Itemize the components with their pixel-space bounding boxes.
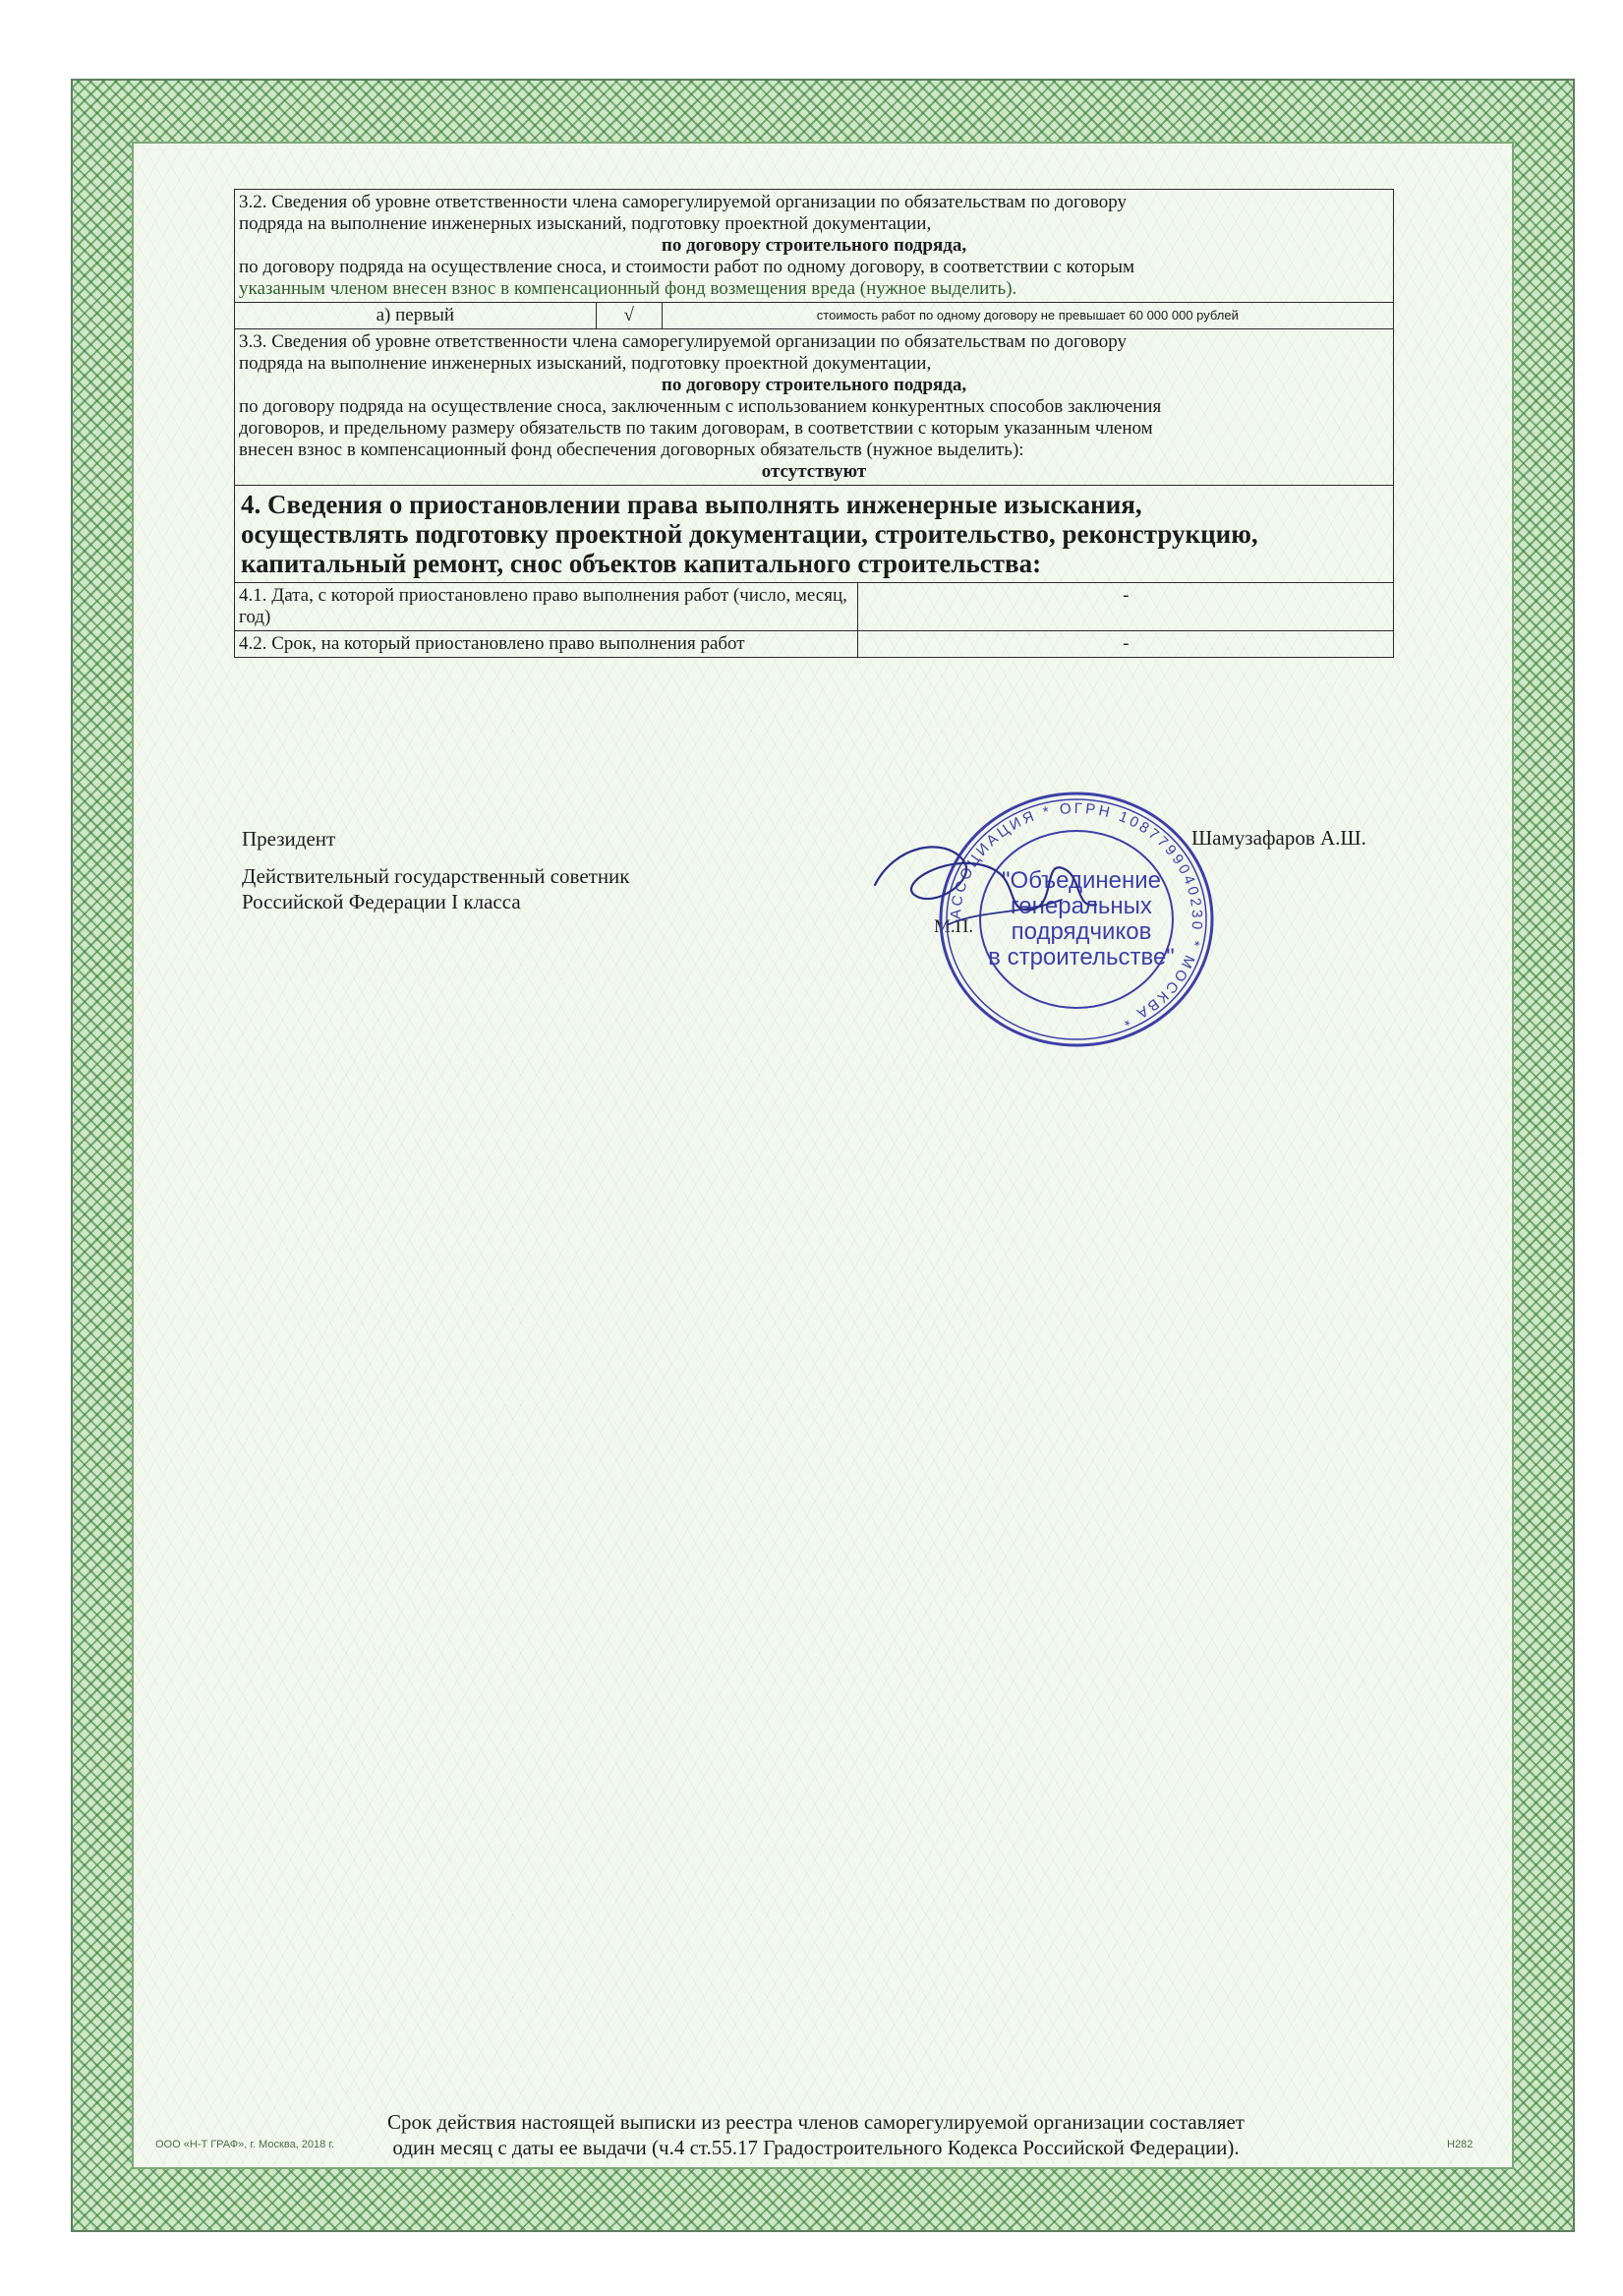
section-3-2-line4: по договору подряда на осуществление сноса, и стоимости работ по одному договору, в соответствии с которым (239, 257, 1135, 277)
signatory-title: Президент (242, 827, 336, 851)
stamp-inner-line1: "Объединение (1002, 867, 1161, 894)
section-4-heading-line3: капитальный ремонт, снос объектов капитального строительства: (241, 549, 1042, 578)
section-3-2-line2: подряда на выполнение инженерных изысканий, подготовку проектной документации, (239, 213, 932, 234)
section-3-3-line3: по договору строительного подряда, (661, 375, 967, 395)
section-3-3-value: отсутствуют (761, 461, 867, 482)
level-description: стоимость работ по одному договору не превышает 60 000 000 рублей (662, 303, 1393, 329)
seal-place-label: М.П. (934, 916, 974, 937)
section-3-2-row (235, 190, 1394, 303)
section-4-2-value: - (858, 631, 1394, 658)
section-4-2-label: 4.2. Срок, на который приостановлено право выполнения работ (235, 631, 858, 658)
level-label: а) первый (235, 303, 597, 329)
section-3-3-line1: 3.3. Сведения об уровне ответственности члена саморегулируемой организации по обязательствам по договору (239, 331, 1127, 352)
signatory-name: Шамузафаров А.Ш. (1191, 826, 1366, 850)
section-4-1-value: - (858, 583, 1394, 631)
handwritten-signature (855, 816, 1111, 954)
signatory-rank-line1: Действительный государственный советник (242, 864, 630, 888)
section-3-2-cell (235, 190, 1394, 303)
section-4-2-row (235, 631, 1394, 658)
signatory-rank-line2: Российской Федерации I класса (242, 890, 521, 913)
stamp-inner-line2: генеральных (1011, 893, 1152, 919)
signatory-block (242, 826, 630, 914)
section-4-heading-line2: осуществлять подготовку проектной документации, строительство, реконструкцию, (241, 519, 1258, 549)
section-3-3-row (235, 329, 1394, 486)
section-3-3-line4: по договору подряда на осуществление сноса, заключенным с использованием конкурентных способов заключения (239, 396, 1162, 417)
section-3-3-cell (235, 329, 1394, 486)
printer-mark: ООО «Н-Т ГРАФ», г. Москва, 2018 г. (155, 2139, 335, 2150)
section-3-2-line1: 3.2. Сведения об уровне ответственности члена саморегулируемой организации по обязательствам по договору (239, 192, 1127, 212)
validity-footer (236, 2109, 1396, 2160)
section-3-3-line2: подряда на выполнение инженерных изысканий, подготовку проектной документации, (239, 353, 932, 374)
stamp-inner-line4: в строительстве" (988, 944, 1175, 971)
level-row (235, 303, 1394, 329)
section-4-heading-row (235, 486, 1394, 583)
form-code: Н282 (1447, 2139, 1474, 2150)
section-4-1-row (235, 583, 1394, 631)
stamp-outer-text: АССОЦИАЦИЯ * ОГРН 1087799040230 * МОСКВА * (947, 799, 1206, 1030)
section-3-2-line3: по договору строительного подряда, (661, 235, 967, 256)
section-4-1-label: 4.1. Дата, с которой приостановлено право выполнения работ (число, месяц, год) (235, 583, 858, 631)
stamp-inner-line3: подрядчиков (1011, 918, 1152, 945)
check-mark: √ (596, 303, 662, 329)
footer-line1: Срок действия настоящей выписки из реестра членов саморегулируемой организации составляет (387, 2110, 1245, 2134)
footer-line2: один месяц с даты ее выдачи (ч.4 ст.55.17 Градостроительного Кодекса Российской Федерации). (392, 2136, 1240, 2159)
section-4-heading-line1: 4. Сведения о приостановлении права выполнять инженерные изыскания, (241, 490, 1142, 519)
section-3-3-line5: договоров, и предельному размеру обязательств по таким договорам, в соответствии с которым указанным членом (239, 418, 1153, 439)
section-3-2-line5: указанным членом внесен взнос в компенсационный фонд возмещения вреда (нужное выделить). (239, 278, 1017, 299)
section-4-heading (235, 486, 1394, 583)
registry-info-table (234, 189, 1394, 658)
section-3-3-line6: внесен взнос в компенсационный фонд обеспечения договорных обязательств (нужное выделить): (239, 440, 1024, 460)
